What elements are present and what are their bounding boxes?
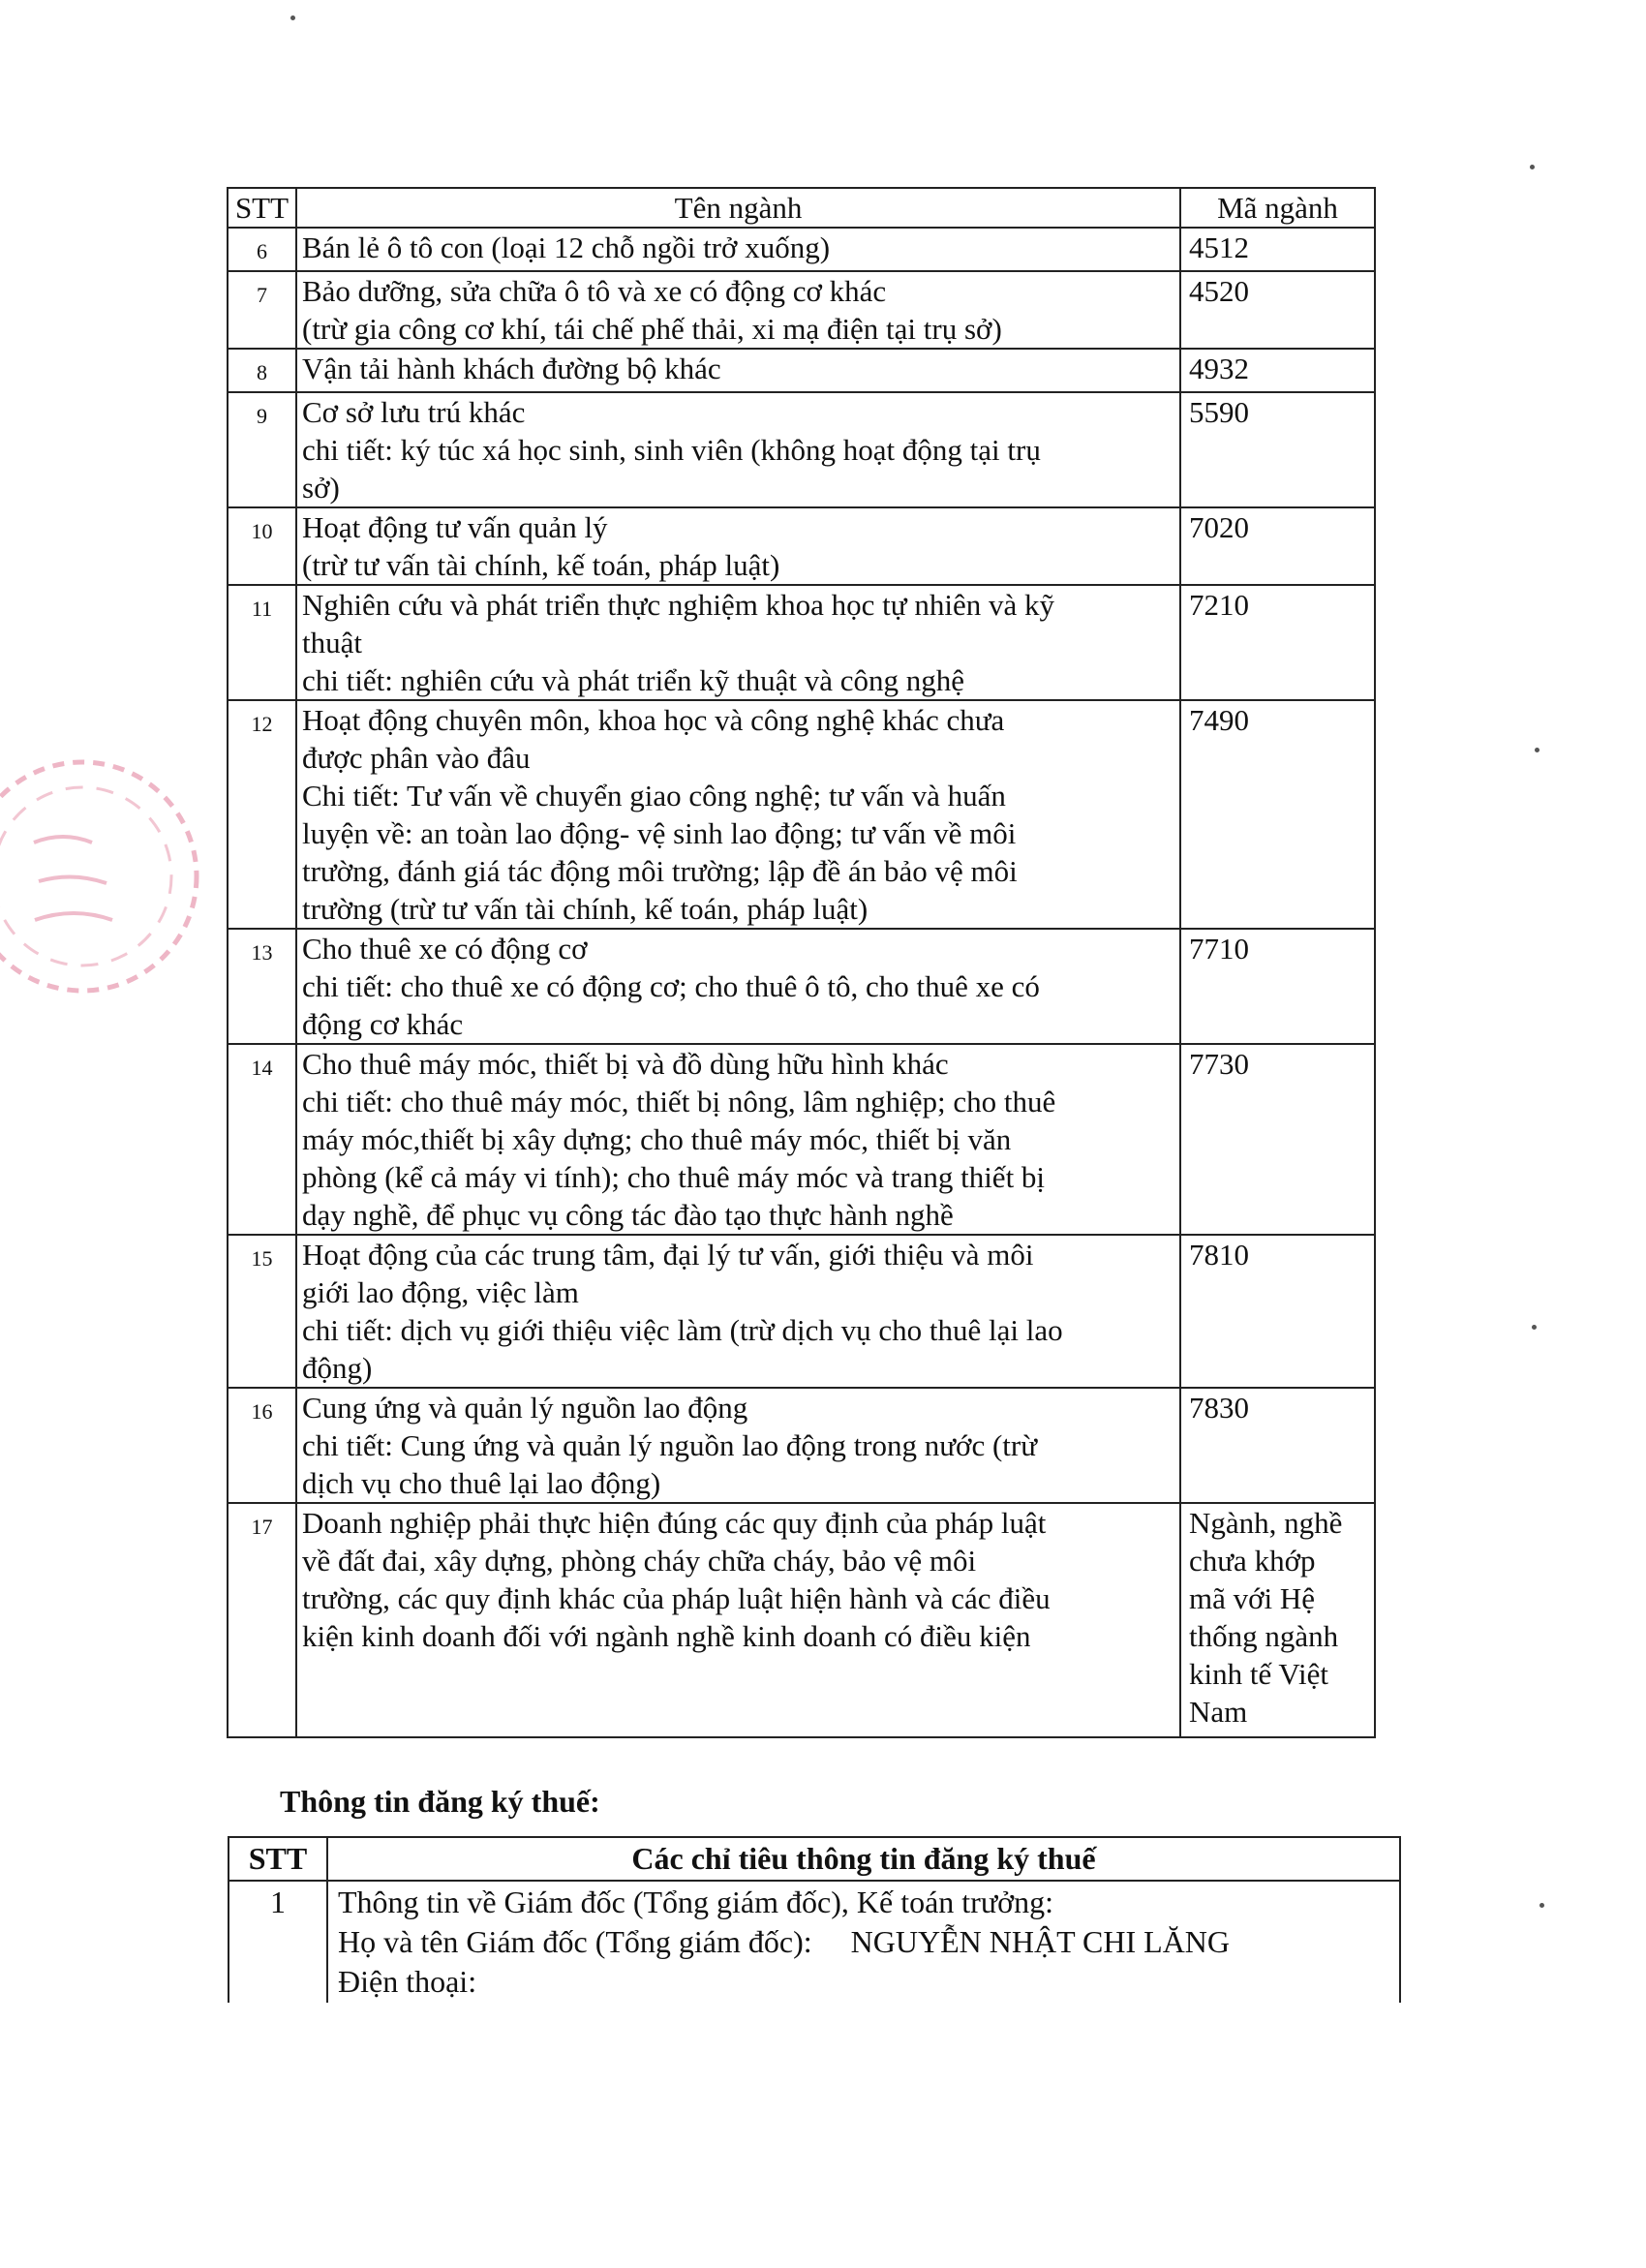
industry-name-line: trường (trừ tư vấn tài chính, kế toán, pháp luật) — [302, 892, 869, 926]
table-row — [228, 1388, 1375, 1503]
row-industry-code — [1180, 349, 1375, 392]
industry-name-line: Cơ sở lưu trú khác — [302, 395, 526, 429]
industry-code-line: 7020 — [1189, 510, 1249, 544]
industry-code-line: 4512 — [1189, 230, 1249, 264]
row-stt: 17 — [228, 1503, 296, 1737]
row-stt: 16 — [228, 1388, 296, 1503]
header-code: Mã ngành — [1180, 188, 1375, 228]
row-industry-code — [1180, 1503, 1375, 1737]
table-row — [228, 1235, 1375, 1388]
industry-code-line: Ngành, nghề — [1189, 1506, 1343, 1540]
industry-name-line: Vận tải hành khách đường bộ khác — [302, 352, 721, 385]
industry-code-line: 7710 — [1189, 932, 1249, 965]
industry-name-line: được phân vào đâu — [302, 741, 531, 775]
row-stt: 10 — [228, 507, 296, 585]
industry-name-line: Cung ứng và quản lý nguồn lao động — [302, 1391, 748, 1425]
row-stt: 11 — [228, 585, 296, 700]
stamp-mark — [0, 736, 223, 1017]
scan-speck — [1530, 165, 1535, 169]
industry-name-line: động) — [302, 1351, 373, 1385]
industry-name-line: trường, đánh giá tác động môi trường; lập đề án bảo vệ môi — [302, 854, 1018, 888]
row-stt: 7 — [228, 271, 296, 349]
industry-code-line: 7810 — [1189, 1238, 1249, 1272]
industry-code-line: 7830 — [1189, 1391, 1249, 1425]
industry-name-line: máy móc,thiết bị xây dựng; cho thuê máy móc, thiết bị văn — [302, 1122, 1012, 1156]
industry-name-line: trường, các quy định khác của pháp luật hiện hành và các điều — [302, 1581, 1051, 1615]
tax-line-phone: Điện thoại: — [338, 1964, 477, 1999]
row-industry-code — [1180, 929, 1375, 1044]
table-row — [228, 1503, 1375, 1737]
row-industry-name — [296, 1235, 1180, 1388]
business-lines-body — [228, 228, 1375, 1737]
table-row — [228, 1044, 1375, 1235]
industry-name-line: Nghiên cứu và phát triển thực nghiệm khoa học tự nhiên và kỹ — [302, 588, 1054, 622]
row-industry-name — [296, 1044, 1180, 1235]
row-stt: 8 — [228, 349, 296, 392]
table-row — [228, 929, 1375, 1044]
tax-row-content — [327, 1881, 1400, 2003]
industry-code-line: 4520 — [1189, 274, 1249, 308]
row-industry-code — [1180, 585, 1375, 700]
industry-name-line: chi tiết: dịch vụ giới thiệu việc làm (trừ dịch vụ cho thuê lại lao — [302, 1313, 1063, 1347]
row-industry-name — [296, 392, 1180, 507]
row-industry-code — [1180, 1044, 1375, 1235]
industry-name-line: chi tiết: cho thuê máy móc, thiết bị nông, lâm nghiệp; cho thuê — [302, 1085, 1056, 1119]
table-row — [228, 585, 1375, 700]
industry-name-line: Chi tiết: Tư vấn về chuyển giao công nghệ; tư vấn và huấn — [302, 779, 1006, 812]
industry-name-line: chi tiết: cho thuê xe có động cơ; cho thuê ô tô, cho thuê xe có — [302, 969, 1040, 1003]
industry-name-line: Hoạt động của các trung tâm, đại lý tư vấn, giới thiệu và môi — [302, 1238, 1034, 1272]
industry-code-line: 7730 — [1189, 1047, 1249, 1081]
tax-row-stt: 1 — [229, 1881, 327, 2003]
row-industry-code — [1180, 228, 1375, 271]
industry-name-line: luyện về: an toàn lao động- vệ sinh lao động; tư vấn về môi — [302, 816, 1017, 850]
table-row — [228, 228, 1375, 271]
industry-name-line: chi tiết: Cung ứng và quản lý nguồn lao động trong nước (trừ — [302, 1428, 1038, 1462]
industry-name-line: về đất đai, xây dựng, phòng cháy chữa cháy, bảo vệ môi — [302, 1544, 977, 1578]
industry-name-line: phòng (kể cả máy vi tính); cho thuê máy móc và trang thiết bị — [302, 1160, 1046, 1194]
row-industry-name — [296, 1388, 1180, 1503]
row-industry-name — [296, 585, 1180, 700]
industry-name-line: động cơ khác — [302, 1007, 464, 1041]
industry-code-line: Nam — [1189, 1695, 1248, 1729]
industry-name-line: chi tiết: nghiên cứu và phát triển kỹ thuật và công nghệ — [302, 663, 964, 697]
industry-code-line: thống ngành — [1189, 1619, 1339, 1653]
industry-name-line: kiện kinh doanh đối với ngành nghề kinh doanh có điều kiện — [302, 1619, 1031, 1653]
header-name: Tên ngành — [296, 188, 1180, 228]
row-stt: 12 — [228, 700, 296, 929]
row-stt: 9 — [228, 392, 296, 507]
industry-code-line: mã với Hệ — [1189, 1581, 1316, 1615]
table-row — [228, 349, 1375, 392]
row-industry-code — [1180, 1235, 1375, 1388]
industry-name-line: thuật — [302, 626, 362, 659]
industry-name-line: dịch vụ cho thuê lại lao động) — [302, 1466, 661, 1500]
industry-name-line: Hoạt động chuyên môn, khoa học và công nghệ khác chưa — [302, 703, 1005, 737]
industry-code-line: kinh tế Việt — [1189, 1657, 1328, 1691]
industry-name-line: chi tiết: ký túc xá học sinh, sinh viên (không hoạt động tại trụ — [302, 433, 1041, 467]
industry-name-line: sở) — [302, 471, 340, 505]
director-label: Họ và tên Giám đốc (Tổng giám đốc): — [338, 1924, 812, 1959]
industry-name-line: Bảo dưỡng, sửa chữa ô tô và xe có động cơ khác — [302, 274, 887, 308]
industry-name-line: Doanh nghiệp phải thực hiện đúng các quy định của pháp luật — [302, 1506, 1047, 1540]
industry-code-line: 7490 — [1189, 703, 1249, 737]
industry-name-line: Cho thuê xe có động cơ — [302, 932, 588, 965]
industry-name-line: Bán lẻ ô tô con (loại 12 chỗ ngồi trở xuống) — [302, 230, 831, 264]
row-industry-name — [296, 349, 1180, 392]
row-industry-name — [296, 507, 1180, 585]
tax-line-managers: Thông tin về Giám đốc (Tổng giám đốc), Kế toán trưởng: — [338, 1885, 1053, 1919]
row-stt: 6 — [228, 228, 296, 271]
row-industry-name — [296, 700, 1180, 929]
table-row — [228, 700, 1375, 929]
industry-code-line: 4932 — [1189, 352, 1249, 385]
header-stt: STT — [228, 188, 296, 228]
director-name: NGUYỄN NHẬT CHI LĂNG — [850, 1924, 1231, 1959]
row-industry-code — [1180, 392, 1375, 507]
row-industry-name — [296, 271, 1180, 349]
tax-row — [229, 1881, 1400, 2003]
scan-speck — [1535, 748, 1539, 752]
scan-speck — [1532, 1325, 1537, 1330]
table-header-row — [228, 188, 1375, 228]
industry-name-line: giới lao động, việc làm — [302, 1275, 579, 1309]
table-row — [228, 271, 1375, 349]
row-stt: 14 — [228, 1044, 296, 1235]
row-industry-code — [1180, 1388, 1375, 1503]
industry-code-line: 5590 — [1189, 395, 1249, 429]
industry-name-line: (trừ gia công cơ khí, tái chế phế thải, xi mạ điện tại trụ sở) — [302, 312, 1002, 346]
row-industry-name — [296, 228, 1180, 271]
industry-name-line: (trừ tư vấn tài chính, kế toán, pháp luật) — [302, 548, 780, 582]
scan-speck — [290, 15, 295, 20]
row-industry-name — [296, 1503, 1180, 1737]
row-stt: 13 — [228, 929, 296, 1044]
tax-line-director — [338, 1922, 1398, 1962]
tax-info-table — [228, 1836, 1401, 2003]
row-stt: 15 — [228, 1235, 296, 1388]
row-industry-name — [296, 929, 1180, 1044]
industry-name-line: Cho thuê máy móc, thiết bị và đồ dùng hữu hình khác — [302, 1047, 949, 1081]
scan-speck — [1539, 1903, 1544, 1908]
business-lines-table — [227, 187, 1376, 1738]
tax-header-stt: STT — [229, 1837, 327, 1881]
industry-code-line: 7210 — [1189, 588, 1249, 622]
row-industry-code — [1180, 700, 1375, 929]
table-row — [228, 507, 1375, 585]
tax-header-criteria: Các chỉ tiêu thông tin đăng ký thuế — [327, 1837, 1400, 1881]
industry-code-line: chưa khớp — [1189, 1544, 1316, 1578]
row-industry-code — [1180, 507, 1375, 585]
tax-info-heading: Thông tin đăng ký thuế: — [280, 1784, 600, 1819]
row-industry-code — [1180, 271, 1375, 349]
tax-header-row — [229, 1837, 1400, 1881]
table-row — [228, 392, 1375, 507]
industry-name-line: dạy nghề, để phục vụ công tác đào tạo thực hành nghề — [302, 1198, 954, 1232]
industry-name-line: Hoạt động tư vấn quản lý — [302, 510, 608, 544]
